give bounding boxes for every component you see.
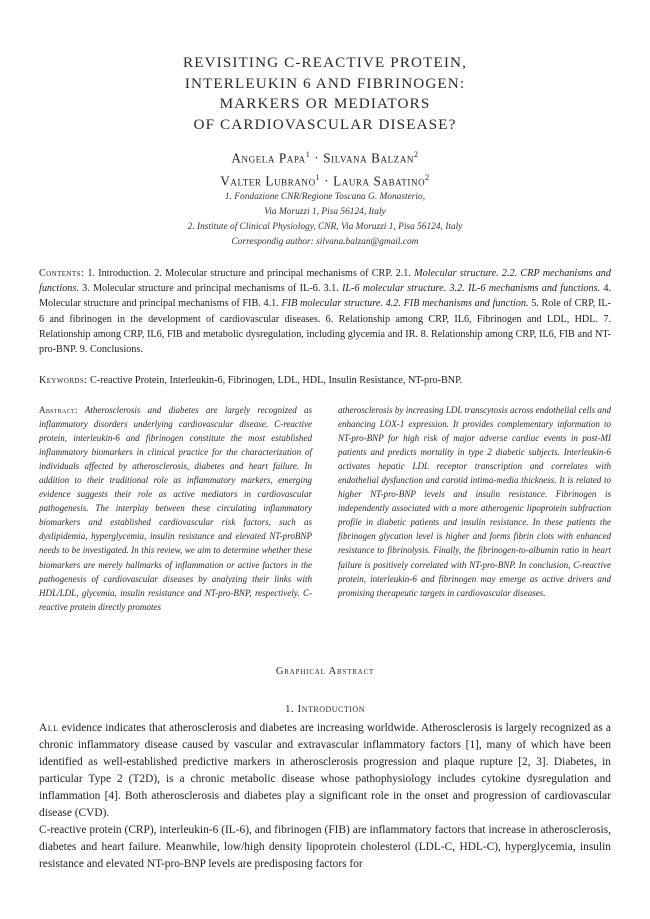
author-name: Silvana Balzan [323, 150, 415, 166]
affiliation-line: 2. Institute of Clinical Physiology, CNR, Via Moruzzi 1, Pisa 56124, Italy [187, 222, 463, 232]
title-line: OF CARDIOVASCULAR DISEASE? [193, 115, 457, 133]
contents-text: 4. Molecular structure and principal mechanisms of FIB. 4.1. [39, 283, 612, 310]
paragraph-text: evidence indicates that atherosclerosis and diabetes are increasing worldwide. Atherosclerosis is largely recognized as a chronic inflammatory disease caused by vascular and extravascular inflammatory factors [1], many of which have been identified as well-established predictive markers in atherosclerosis progression and plaque rupture [2, 3]. Diabetes, in particular Type 2 (T2D), is a chronic metabolic disease whose pathophysiology includes cytokine dysregulation and inflammation [4]. Both atherosclerosis and diabetes play a significant role in the onset and progression of cardiovascular disease (CVD). [39, 722, 611, 820]
paragraph [39, 720, 611, 822]
contents-text: 5. Role of CRP, IL-6 and fibrinogen in the development of cardiovascular diseases. 6. Relationship among CRP, IL6, Fibrinogen and LDL, HDL. 7. Relationship among CRP, IL6, FIB and metabolic dysregulation, including glycemia and IR. 8. Relationship among CRP, IL6, FIB and NT-pro-BNP. 9. Conclusions. [39, 298, 611, 356]
table-of-contents [39, 266, 611, 357]
corresponding-author: Correspondig author: silvana.balzan@gmail.com [231, 237, 419, 247]
author-affil-mark: 2 [425, 173, 430, 183]
paragraph: C-reactive protein (CRP), interleukin-6 (IL-6), and fibrinogen (FIB) are inflammatory factors that increase in atherosclerosis, diabetes and heart failure. Meanwhile, low/high density lipoprotein cholesterol (LDL-C, HDL-C), hyperglycemia, insulin resistance and elevated NT-pro-BNP levels are predisposing factors for [39, 824, 611, 871]
section-heading [40, 703, 610, 715]
keywords-text: C-reactive Protein, Interleukin-6, Fibrinogen, LDL, HDL, Insulin Resistance, NT-pro-BNP. [87, 375, 463, 386]
author-affil-mark: 1 [305, 150, 311, 159]
lead-word: All [39, 722, 59, 734]
author-line [40, 168, 610, 191]
contents-subsection: FIB molecular structure. 4.2. FIB mechanisms and function. [281, 298, 529, 310]
abstract-text: Atherosclerosis and diabetes are largely recognized as inflammatory disorders underlying cardiovascular disease. C-reactive protein, interleukin-6 and fibrinogen constitute the most established inflammatory biomarkers in clinical practice for the characterization of individuals affected by atherosclerosis, diabetes and heart failure. In addition to their traditional role as inflammatory markers, emerging evidence suggests their role as active mediators in cardiovascular pathogenesis. The interplay between these circulating inflammatory biomarkers and established cardiovascular risk factors, such as dyslipidemia, hyperglycemia, insulin resistance and elevated NT-proBNP needs to be investigated. In this review, we aim to determine whether these biomarkers are merely hallmarks of inflammation or active factors in the pathogenesis of cardiovascular diseases by analyzing their links with HDL/LDL, glycemia, insulin resistance and NT-pro-BNP, respectively. C-reactive protein directly promotes [39, 405, 312, 612]
abstract-column-right [338, 403, 611, 600]
affiliation-line: 1. Fondazione CNR/Regione Toscana G. Monasterio, [224, 192, 426, 202]
author-affil-mark: 1 [315, 173, 321, 183]
contents-label: Contents: [39, 268, 85, 279]
title-line: MARKERS OR MEDIATORS [219, 95, 431, 112]
contents-subsection: IL-6 molecular structure. 3.2. IL-6 mechanisms and functions. [341, 283, 601, 295]
abstract-label: Abstract: [39, 405, 78, 415]
author-name: Laura Sabatino [333, 173, 426, 189]
author-name: Valter Lubrano [220, 173, 316, 189]
abstract-column-left [39, 403, 312, 614]
introduction-body [39, 720, 611, 873]
affiliation-line: Via Moruzzi 1, Pisa 56124, Italy [264, 207, 386, 217]
author-affil-mark: 2 [414, 150, 419, 159]
author-list [40, 145, 610, 192]
author-separator: · [310, 150, 324, 166]
keywords-label: Keywords: [39, 375, 88, 386]
title-line: INTERLEUKIN 6 AND FIBRINOGEN: [184, 74, 466, 92]
section-title: Introduction [297, 703, 365, 715]
contents-subsection: Molecular structure. 2.2. CRP mechanisms and functions. [39, 268, 611, 295]
paper-title [40, 53, 610, 135]
keywords [39, 374, 611, 388]
affiliations [40, 190, 610, 250]
section-number: 1. [285, 703, 295, 715]
author-separator: · [320, 173, 334, 189]
author-line [40, 145, 610, 168]
title-line: REVISITING C-REACTIVE PROTEIN, [183, 54, 467, 71]
contents-text: 3. Molecular structure and principal mechanisms of IL-6. 3.1. [78, 283, 342, 295]
graphical-abstract-heading: Graphical Abstract [275, 666, 375, 677]
author-name: Angela Papa [231, 150, 306, 166]
contents-text: 1. Introduction. 2. Molecular structure and principal mechanisms of CRP. 2.1. [84, 268, 415, 279]
abstract-text: atherosclerosis by increasing LDL transcytosis across endothelial cells and enhancing LOX-1 expression. It provides complementary information to NT-pro-BNP for high risk of major adverse cardiac events in post-MI patients and predicts mortality in type 2 diabetic subjects. Interleukin-6 activates hepatic LDL receptor transcription and correlates with endothelial dysfunction and carotid intima-media thickness. It is related to higher NT-pro-BNP levels and insulin resistance. Fibrinogen is independently associated with a more atherogenic lipoprotein subfraction profile in diabetic patients and insulin resistance. In these patients the fibrinogen glycation level is higher and forms fibrin clots with enhanced resistance to fibrinolysis. Finally, the fibrinogen-to-albumin ratio in heart failure is positively correlated with NT-pro-BNP. In conclusion, C-reactive protein, interleukin-6 and fibrinogen may emerge as active drivers and promising therapeutic targets in cardiovascular diseases. [338, 405, 611, 598]
